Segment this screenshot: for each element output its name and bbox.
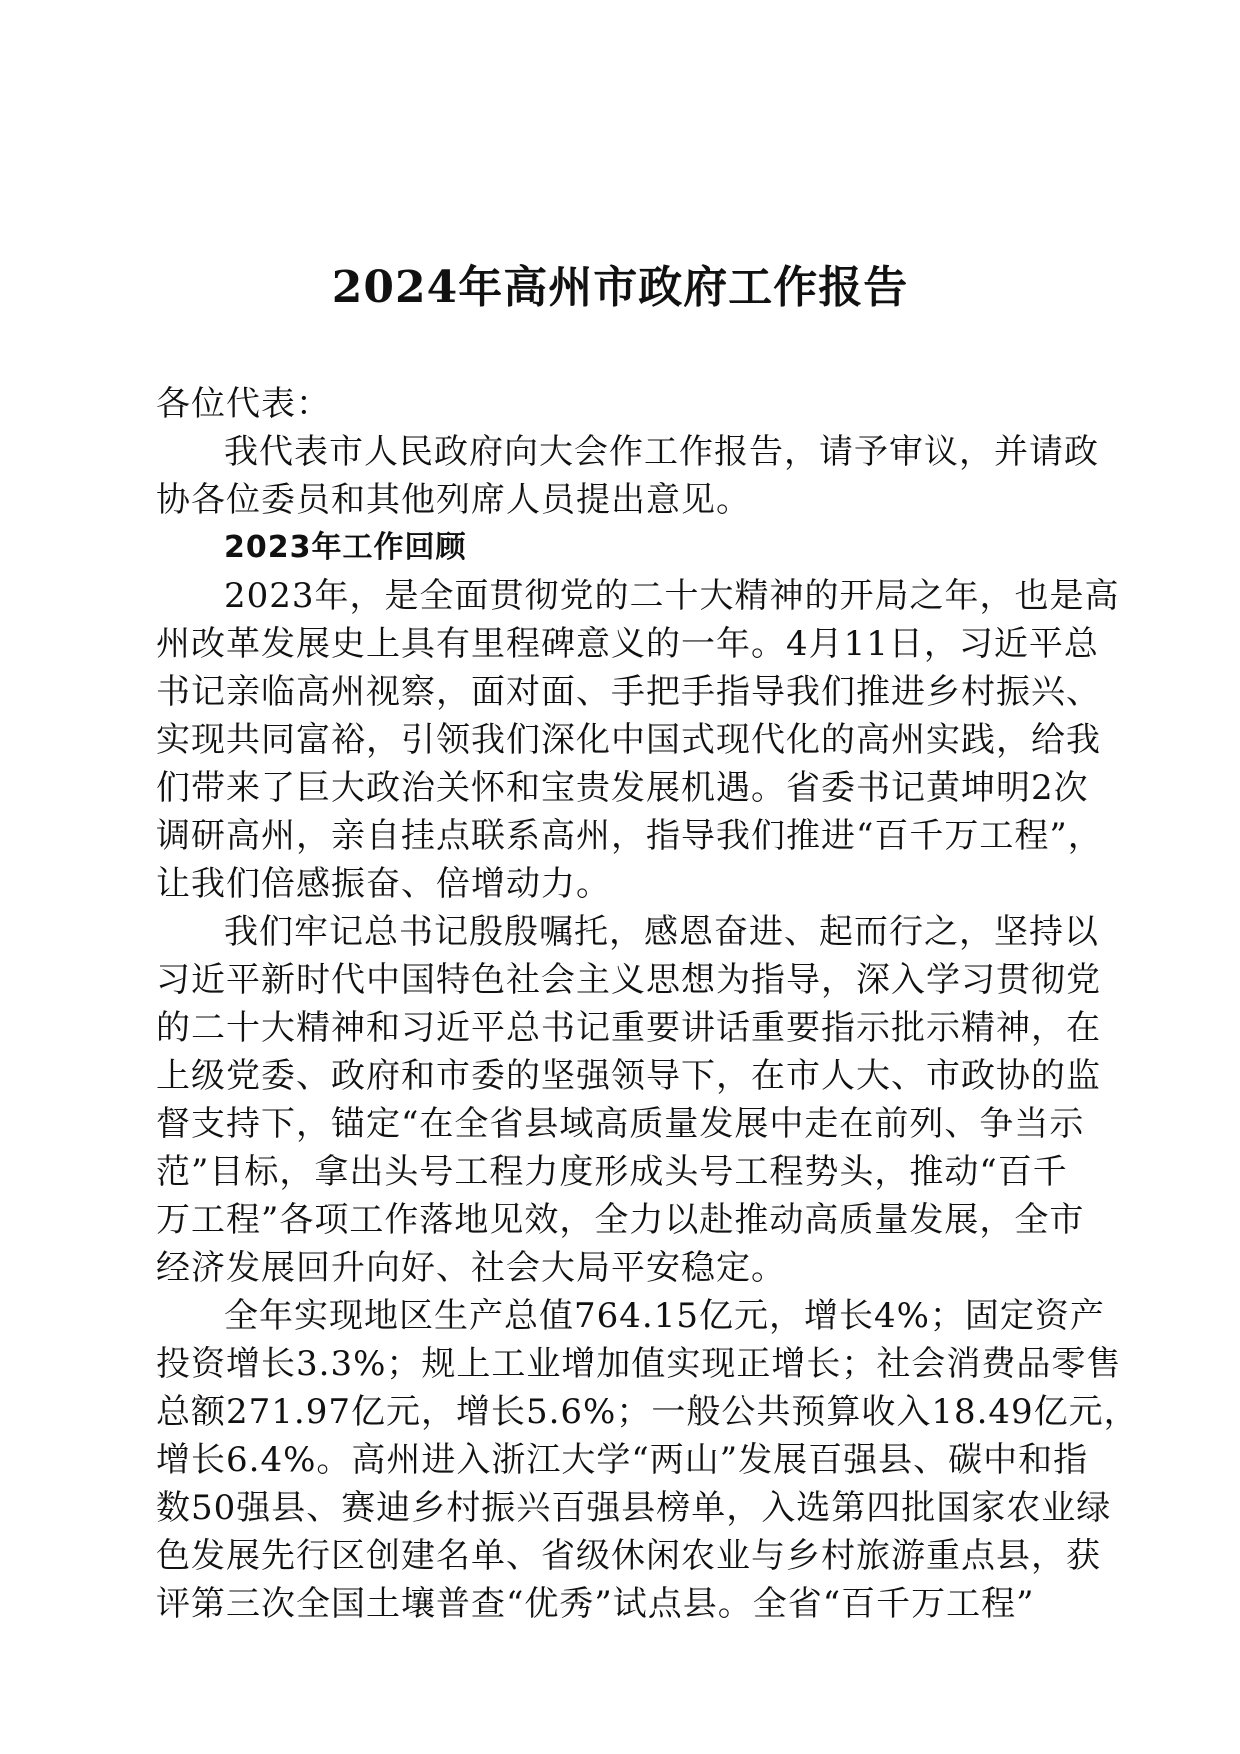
section-heading: 2023年工作回顾 — [224, 530, 467, 565]
paragraph-line: 督支持下，锚定“在全省县域高质量发展中走在前列、争当示 — [156, 1104, 1085, 1144]
paragraph-line: 数50强县、赛迪乡村振兴百强县榜单，入选第四批国家农业绿 — [156, 1488, 1112, 1528]
paragraph-line: 范”目标，拿出头号工程力度形成头号工程势头，推动“百千 — [156, 1152, 1068, 1192]
paragraph-line: 协各位委员和其他列席人员提出意见。 — [156, 480, 751, 520]
paragraph-line: 评第三次全国土壤普查“优秀”试点县。全省“百千万工程” — [156, 1584, 1035, 1624]
paragraph-line: 让我们倍感振奋、倍增动力。 — [156, 864, 611, 904]
paragraph-line: 实现共同富裕，引领我们深化中国式现代化的高州实践，给我 — [156, 720, 1101, 760]
paragraph-line: 上级党委、政府和市委的坚强领导下，在市人大、市政协的监 — [156, 1056, 1101, 1096]
paragraph-line: 万工程”各项工作落地见效，全力以赴推动高质量发展，全市 — [156, 1200, 1085, 1240]
paragraph-line: 习近平新时代中国特色社会主义思想为指导，深入学习贯彻党 — [156, 960, 1101, 1000]
paragraph-line: 我们牢记总书记殷殷嘱托，感恩奋进、起而行之，坚持以 — [224, 912, 1099, 952]
paragraph-line: 调研高州，亲自挂点联系高州，指导我们推进“百千万工程”， — [156, 816, 1103, 856]
paragraph-line: 投资增长3.3%；规上工业增加值实现正增长；社会消费品零售 — [156, 1344, 1122, 1384]
paragraph-line: 色发展先行区创建名单、省级休闲农业与乡村旅游重点县，获 — [156, 1536, 1101, 1576]
paragraph-line: 的二十大精神和习近平总书记重要讲话重要指示批示精神，在 — [156, 1008, 1101, 1048]
paragraph-line: 总额271.97亿元，增长5.6%；一般公共预算收入18.49亿元， — [156, 1392, 1139, 1432]
paragraph-line: 2023年，是全面贯彻党的二十大精神的开局之年，也是高 — [224, 576, 1120, 616]
paragraph-line: 增长6.4%。高州进入浙江大学“两山”发展百强县、碳中和指 — [156, 1440, 1089, 1480]
paragraph-line: 全年实现地区生产总值764.15亿元，增长4%；固定资产 — [224, 1296, 1105, 1336]
paragraph-line: 们带来了巨大政治关怀和宝贵发展机遇。省委书记黄坤明2次 — [156, 768, 1089, 808]
paragraph-line: 我代表市人民政府向大会作工作报告，请予审议，并请政 — [224, 432, 1099, 472]
document-body — [156, 380, 1139, 1628]
paragraph-line: 经济发展回升向好、社会大局平安稳定。 — [156, 1248, 786, 1288]
document-title: 2024年高州市政府工作报告 — [331, 262, 909, 313]
paragraph-line: 州改革发展史上具有里程碑意义的一年。4月11日，习近平总 — [156, 624, 1099, 664]
salutation-line: 各位代表： — [156, 384, 331, 424]
paragraph-line: 书记亲临高州视察，面对面、手把手指导我们推进乡村振兴、 — [156, 672, 1101, 712]
